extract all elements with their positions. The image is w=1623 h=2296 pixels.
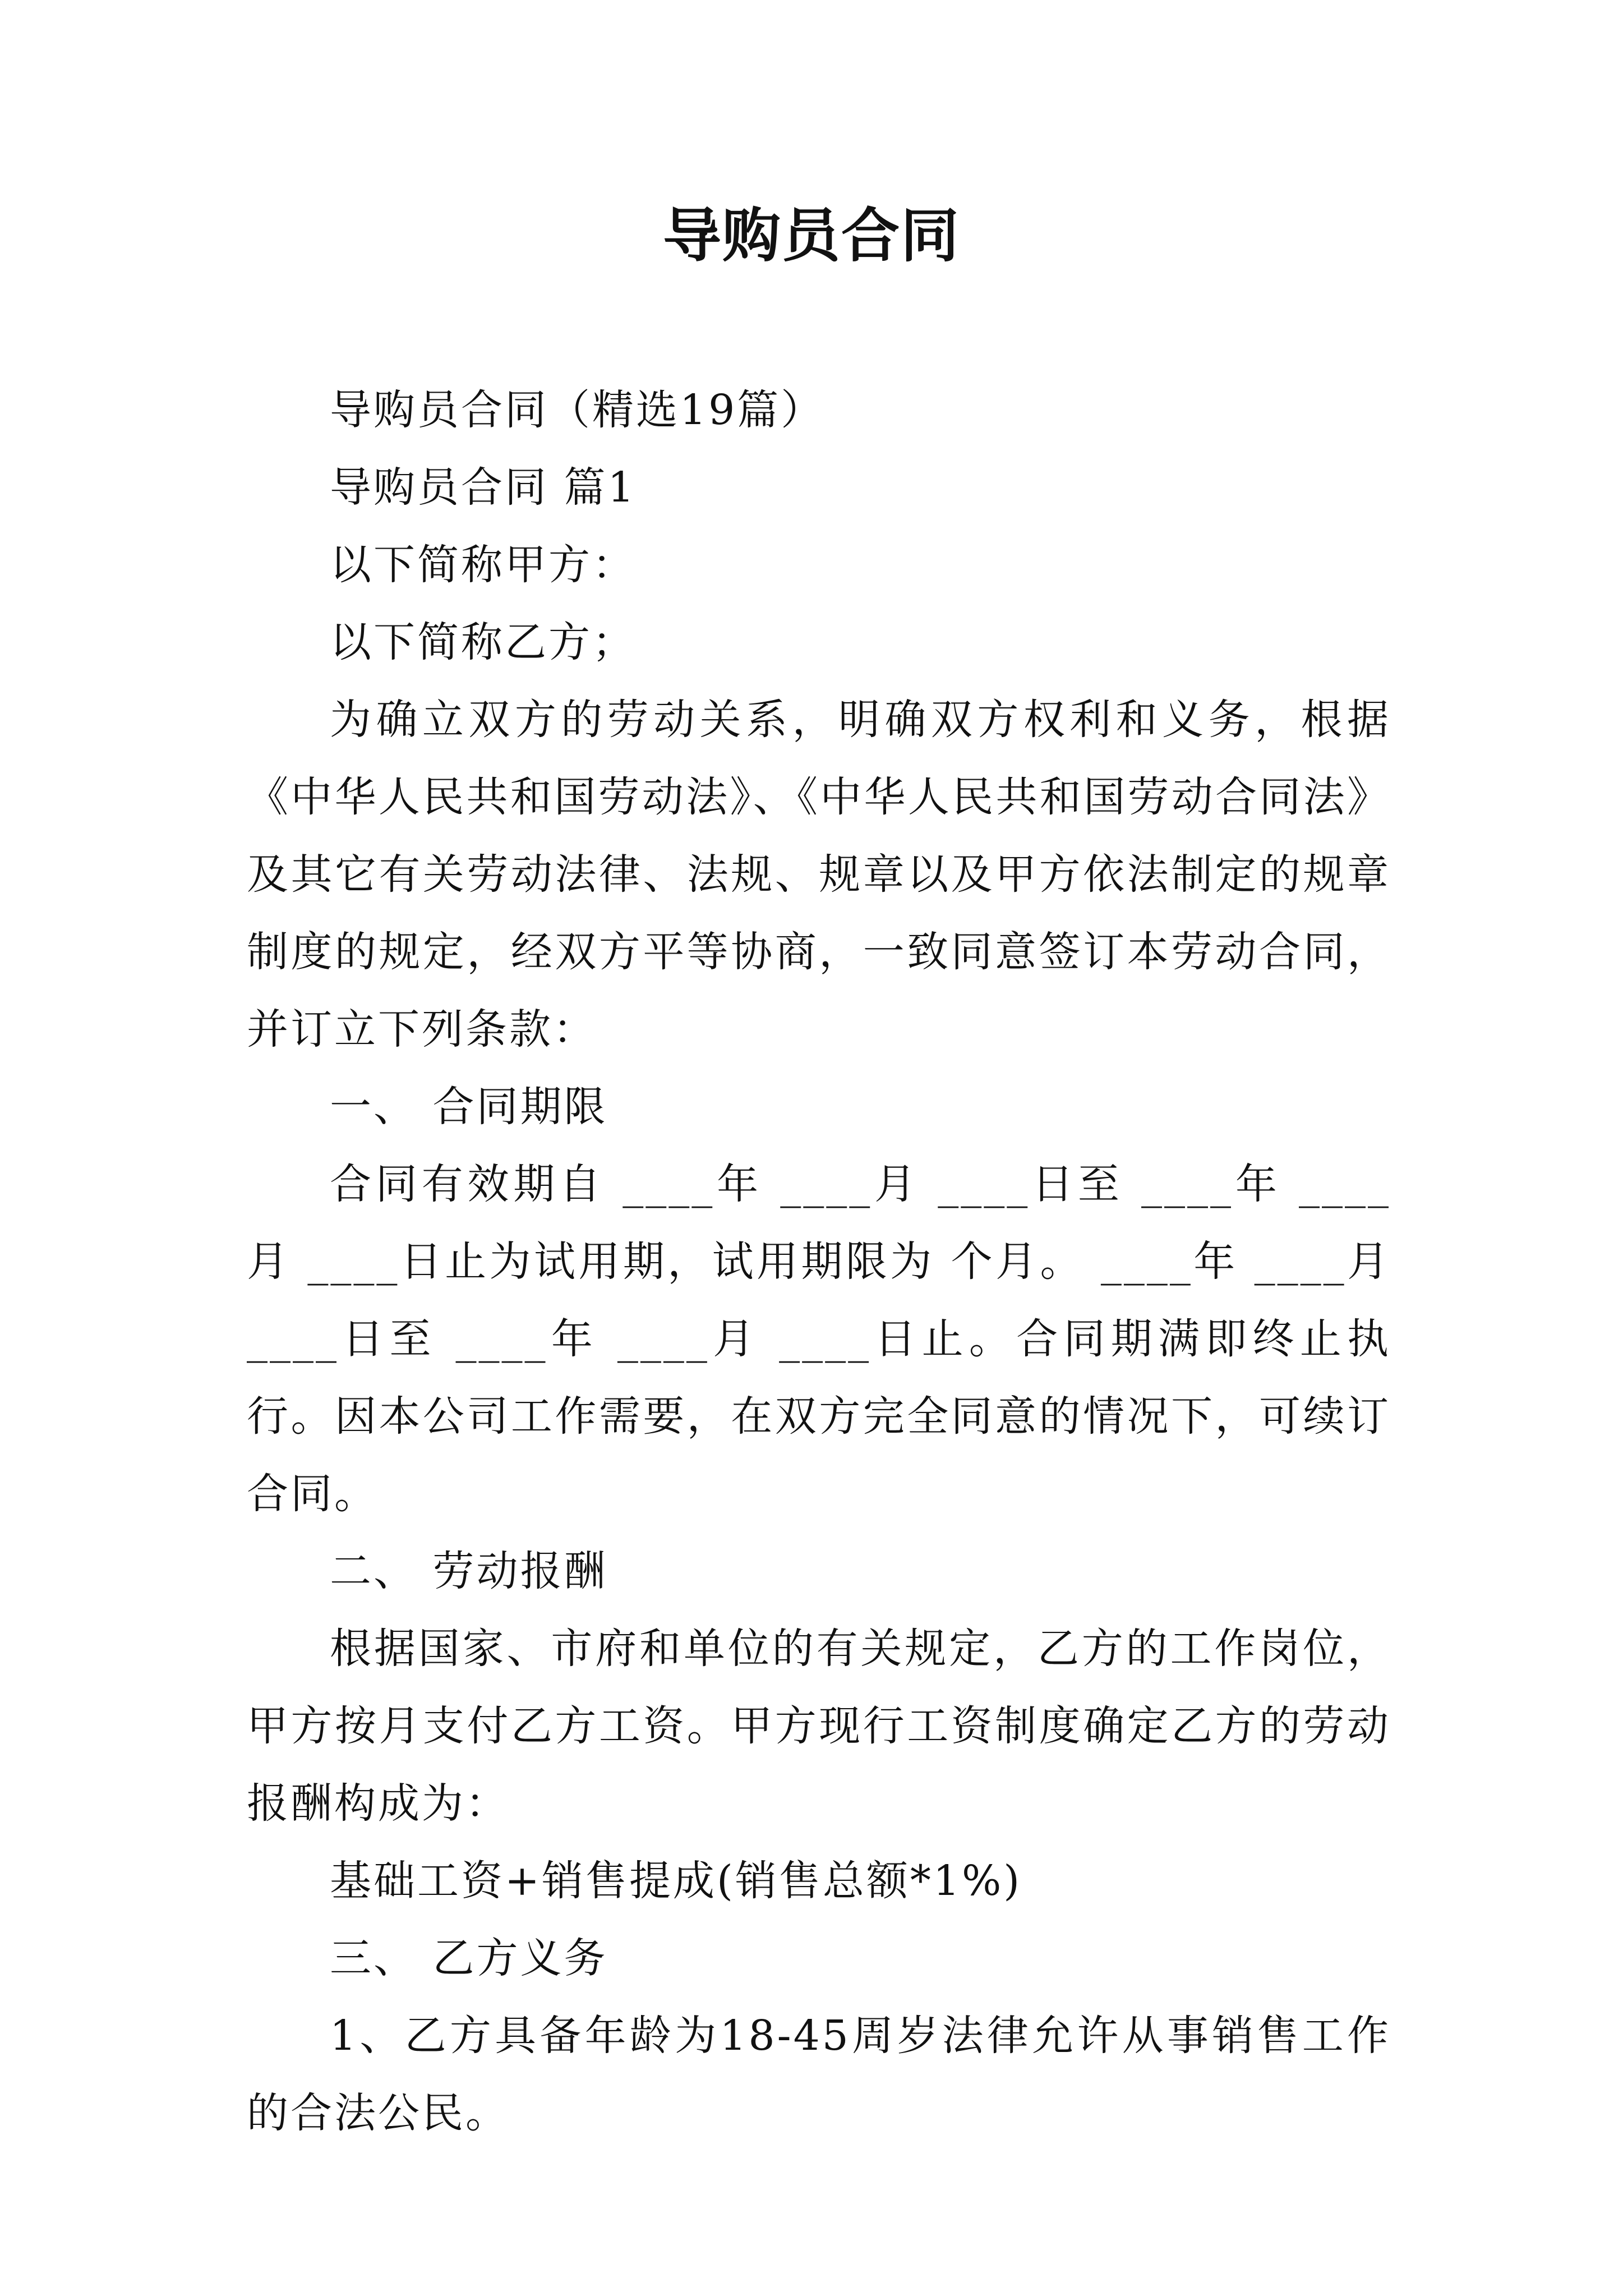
- paragraph-contract-term: 合同有效期自 ____年 ____月 ____日至 ____年 ____月 ____日止为试用期，试用期限为 个月。 ____年 ____月 ____日至 ____年 ____月 ____日止。合同期满即终止执行。因本公司工作需要，在双方完全同意的情况下，可续订合同。: [247, 1160, 1391, 1518]
- paragraph-part-heading: 导购员合同 篇1: [330, 463, 637, 512]
- paragraph-salary-formula: 基础工资+销售提成(销售总额*1%): [330, 1857, 1022, 1905]
- section-heading-contract-term: 一、 合同期限: [330, 1083, 608, 1131]
- document-body: [247, 371, 1391, 2152]
- document-title: 导购员合同: [662, 201, 960, 270]
- paragraph-preamble: 为确立双方的劳动关系，明确双方权利和义务，根据《中华人民共和国劳动法》、《中华人民共和国劳动合同法》及其它有关劳动法律、法规、规章以及甲方依法制定的规章制度的规定，经双方平等协商，一致同意签订本劳动合同，并订立下列条款：: [247, 696, 1391, 1053]
- paragraph-party-b: 以下简称乙方；: [330, 618, 636, 666]
- section-heading-remuneration: 二、 劳动报酬: [330, 1547, 608, 1595]
- section-heading-party-b-duties: 三、 乙方义务: [330, 1934, 608, 1982]
- paragraph-subtitle: 导购员合同（精选19篇）: [330, 386, 825, 434]
- paragraph-remuneration: 根据国家、市府和单位的有关规定，乙方的工作岗位，甲方按月支付乙方工资。甲方现行工资制度确定乙方的劳动报酬构成为：: [247, 1625, 1391, 1828]
- paragraph-party-a: 以下简称甲方：: [330, 541, 636, 589]
- paragraph-duty-1: 1、乙方具备年龄为18-45周岁法律允许从事销售工作的合法公民。: [247, 2012, 1391, 2137]
